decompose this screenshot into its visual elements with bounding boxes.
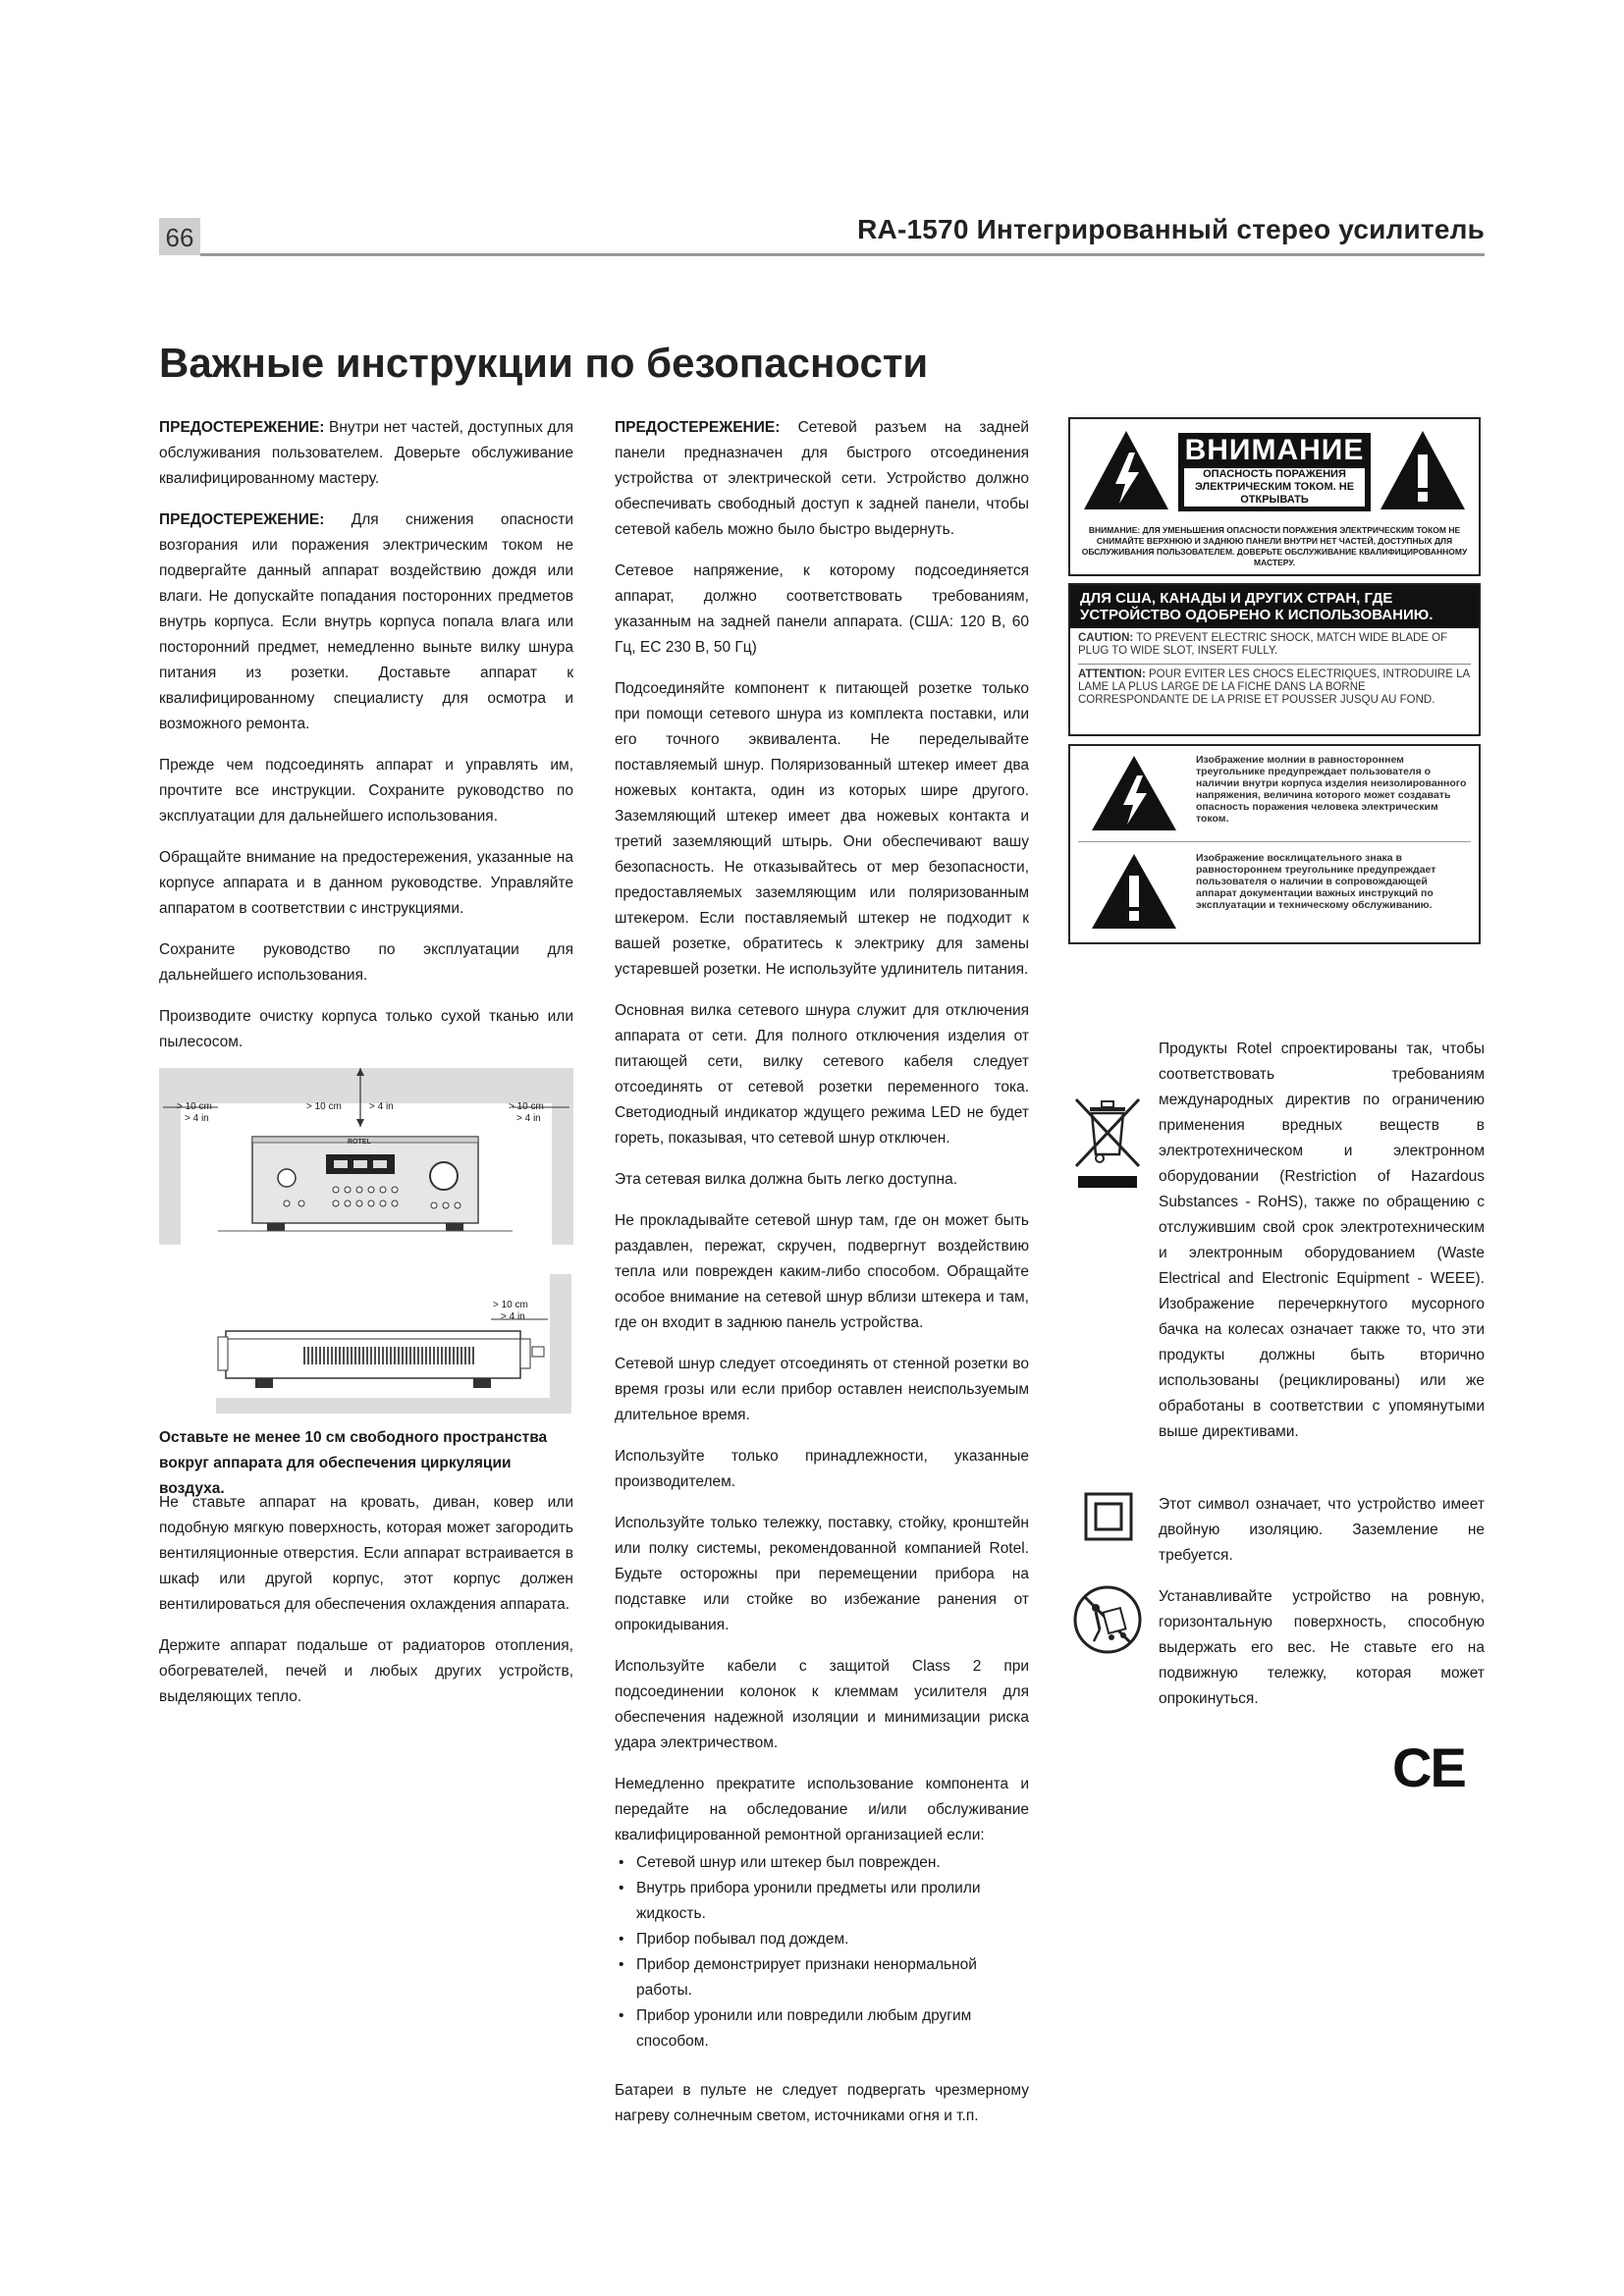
right-clearance <box>509 1101 544 1125</box>
exclamation-warning-icon <box>1090 852 1178 931</box>
header-rule <box>200 253 1485 256</box>
list-item: • Прибор уронили или повредили любым другим способом. <box>615 2003 1029 2055</box>
cart-tipover-warning-icon <box>1072 1584 1143 1655</box>
ce-mark: CE <box>1392 1736 1465 1798</box>
top-clearance-in: > 4 in <box>369 1101 394 1112</box>
caution-en-label: CAUTION: <box>1078 632 1134 644</box>
vnimanie-subtitle: ОПАСНОСТЬ ПОРАЖЕНИЯ ЭЛЕКТРИЧЕСКИМ ТОКОМ. НЕ ОТКРЫВАТЬ <box>1184 468 1365 507</box>
paragraph: Сетевой шнур следует отсоединять от стенной розетки во время грозы или если прибор оставлен неиспользуемым длительное время. <box>615 1356 1029 1423</box>
paragraph: Прежде чем подсоединять аппарат и управлять им, прочтите все инструкции. Сохраните руководство по эксплуатации для дальнейшего использования. <box>159 757 573 825</box>
exclamation-legend-row <box>1070 844 1479 938</box>
side-clearance <box>493 1300 528 1323</box>
caution-en-text: TO PREVENT ELECTRIC SHOCK, MATCH WIDE BLADE OF PLUG TO WIDE SLOT, INSERT FULLY. <box>1078 632 1448 657</box>
paragraph: Используйте кабели с защитой Class 2 при подсоединении колонок к клеммам усилителя для обеспечения надежной изоляции и минимизации риска удара электричеством. <box>615 1658 1029 1751</box>
clearance-in: > 4 in <box>185 1113 209 1124</box>
cart-warning-text: Устанавливайте устройство на ровную, горизонтальную поверхность, способную выдержать его вес. Не ставьте его на подвижную тележку, которая может опрокинуться. <box>1159 1588 1485 1707</box>
warning-label-plug <box>1068 583 1481 736</box>
caution-label: ПРЕДОСТЕРЕЖЕНИЕ: <box>159 419 325 436</box>
lightning-warning-icon <box>1090 754 1178 832</box>
paragraph: Производите очистку корпуса только сухой тканью или пылесосом. <box>159 1008 573 1050</box>
exclamation-warning-icon <box>1379 429 1467 511</box>
column-right <box>1159 1037 1485 1459</box>
double-insulation-block <box>1159 1492 1485 1569</box>
paragraph-text: Для снижения опасности возгорания или поражения электрическим током не подвергайте данный аппарат воздействию дождя или влаги. Не допускайте попадания посторонних предметов внутрь корпуса. Если внутрь корпуса попала влага или посторонний предмет, немедленно выньте вилку шнура питания из розетки. Доставьте аппарат к квалифицированному специалисту для осмотра и возможного ремонта. <box>159 511 573 732</box>
paragraph: Эта сетевая вилка должна быть легко доступна. <box>615 1171 957 1188</box>
paragraph <box>615 415 1029 543</box>
top-clearance-cm: > 10 cm <box>306 1101 342 1112</box>
crossed-bin-icon <box>1070 1094 1149 1192</box>
paragraph: Не ставьте аппарат на кровать, диван, ковер или подобную мягкую поверхность, которая может загородить вентиляционные отверстия. Если аппарат встраивается в шкаф или другой корпус, этот корпус должен вентилироваться для обеспечения охлаждения аппарата. <box>159 1494 573 1613</box>
paragraph: Подсоединяйте компонент к питающей розетке только при помощи сетевого шнура из комплекта поставки, или его точного эквивалента. Не переделывайте поставляемый шнур. Поляризованный штекер имеет два ножевых контакта, один из которых шире другого. Заземляющий штекер имеет два ножевых контакта и третий заземляющий штырь. Они обеспечивают вашу безопасность. Не отказывайтесь от мер безопасности, предоставляемых заземляющим или поляризованным штекером. Если поставляемый штекер не подходит к вашей розетке, обратитесь к электрику для замены устаревшей розетки. Не используйте удлинитель питания. <box>615 680 1029 978</box>
paragraph: Не прокладывайте сетевой шнур там, где он может быть раздавлен, пережат, скручен, подвергнут воздействию тепла или поврежден каким-либо способом. Обращайте особое внимание на сетевой шнур вблизи штекера и там, где он входит в заднюю панель устройства. <box>615 1212 1029 1331</box>
paragraph: Используйте только тележку, поставку, стойку, кронштейн или полку системы, рекомендованной компанией Rotel. Будьте осторожны при перемещении прибора на подставке или стойке во избежание ранения от опрокидывания. <box>615 1515 1029 1633</box>
lightning-warning-icon <box>1082 429 1170 511</box>
lightning-legend-text: Изображение молнии в равностороннем треугольнике предупреждает пользователя о наличии внутри корпуса изделия неизолированного напряжения, величина которого может создавать опасность поражения человека электрическим током. <box>1196 754 1467 825</box>
page-number: 66 <box>159 218 200 255</box>
amplifier-front-illustration <box>159 1068 573 1245</box>
attention-fr-text: POUR EVITER LES CHOCS ELECTRIQUES, INTRODUIRE LA LAME LA PLUS LARGE DE LA FICHE DANS LA BORNE CORRESPONDANTE DE LA PRISE ET POUSSER JUSQU AU FOND. <box>1078 668 1470 706</box>
double-insulation-icon <box>1084 1492 1133 1541</box>
paragraph: Основная вилка сетевого шнура служит для отключения аппарата от сети. Для полного отключения изделия от питающей сети, вилку сетевого кабеля следует отсоединять от сетевой розетки переменного тока. Светодиодный индикатор ждущего режима LED не будет гореть, показывая, что сетевой шнур отключен. <box>615 1002 1029 1147</box>
caution-label: ПРЕДОСТЕРЕЖЕНИЕ: <box>615 419 781 436</box>
paragraph: Батареи в пульте не следует подвергать чрезмерному нагреву солнечным светом, источниками огня и т.п. <box>615 2082 1029 2124</box>
list-item: • Прибор демонстрирует признаки ненормальной работы. <box>615 1952 1029 2003</box>
divider <box>1078 841 1471 842</box>
vnimanie-title: ВНИМАНИЕ <box>1184 434 1365 466</box>
vnimanie-small-print: ВНИМАНИЕ: ДЛЯ УМЕНЬШЕНИЯ ОПАСНОСТИ ПОРАЖЕНИЯ ЭЛЕКТРИЧЕСКИМ ТОКОМ НЕ СНИМАЙТЕ ВЕРХНЮЮ И ЗАДНЮЮ ПАНЕЛИ ВНУТРИ НЕТ ЧАСТЕЙ, ДОСТУПНЫХ ДЛЯ ОБСЛУЖИВАНИЯ ПОЛЬЗОВАТЕЛЕМ. ДОВЕРЬТЕ ОБСЛУЖИВАНИЕ КВАЛИФИЦИРОВАННОМУ МАСТЕРУ. <box>1081 525 1468 567</box>
column-middle <box>615 415 1029 2145</box>
brand-logo: ROTEL <box>348 1139 371 1146</box>
list-item: • Внутрь прибора уронили предметы или пролили жидкость. <box>615 1876 1029 1927</box>
paragraph: Немедленно прекратите использование компонента и передайте на обследование и/или обслуживание квалифицированной ремонтной организацией если: <box>615 1776 1029 1843</box>
weee-paragraph: Продукты Rotel спроектированы так, чтобы соответствовать требованиям международных директив по ограничению применения вредных веществ в электротехническом и электронном оборудовании (Restriction of Hazardous Substances - RoHS), также по обращению с отслужившим свой срок электротехническим и электронным оборудованием (Waste Electrical and Electronic Equipment - WEEE). Изображение перечеркнутого мусорного бачка на колесах означает также то, что эти продукты должны быть вторично использованы (рециклированы) или же обработаны в соответствии с упомянутыми выше директивами. <box>1159 1041 1485 1440</box>
paragraph-text: Внутри нет частей, доступных для обслуживания пользователем. Доверьте обслуживание квалифицированному мастеру. <box>159 419 573 487</box>
page-title: Важные инструкции по безопасности <box>159 340 929 386</box>
ventilation-diagram-side <box>216 1274 571 1414</box>
diagram-caption: Оставьте не менее 10 см свободного пространства вокруг аппарата для обеспечения циркуляции воздуха. <box>159 1429 548 1497</box>
warning-symbols-legend <box>1068 744 1481 944</box>
bullet-list <box>615 1850 1029 2055</box>
attention-text <box>1070 665 1479 707</box>
caution-label: ПРЕДОСТЕРЕЖЕНИЕ: <box>159 511 325 528</box>
exclamation-legend-text: Изображение восклицательного знака в равностороннем треугольнике предупреждает пользователя о наличии в сопровождающей аппарат документации важных инструкций по эксплуатации и техническому обслуживанию. <box>1196 852 1436 911</box>
list-item: • Сетевой шнур или штекер был поврежден. <box>615 1850 1029 1876</box>
warning-label-vnimanie <box>1068 417 1481 576</box>
paragraph: Используйте только принадлежности, указанные производителем. <box>615 1448 1029 1490</box>
amplifier-side-illustration <box>216 1274 571 1414</box>
clearance-cm: > 10 cm <box>493 1300 528 1310</box>
cart-warning-block <box>1159 1584 1485 1712</box>
vnimanie-box <box>1178 433 1371 511</box>
clearance-cm: > 10 cm <box>509 1101 544 1112</box>
paragraph: Держите аппарат подальше от радиаторов отопления, обогревателей, печей и любых других устройств, выделяющих тепло. <box>159 1637 573 1705</box>
paragraph <box>159 507 573 737</box>
caution-text <box>1070 628 1479 658</box>
paragraph: Сохраните руководство по эксплуатации для дальнейшего использования. <box>159 941 573 984</box>
column-left-continued <box>159 1490 573 1726</box>
usa-canada-header: ДЛЯ США, КАНАДЫ И ДРУГИХ СТРАН, ГДЕ УСТРОЙСТВО ОДОБРЕНО К ИСПОЛЬЗОВАНИЮ. <box>1070 585 1479 628</box>
column-left <box>159 415 573 1112</box>
attention-fr-label: ATTENTION: <box>1078 668 1146 680</box>
paragraph: Сетевое напряжение, к которому подсоединяется аппарат, должно соответствовать требованиям, указанным на задней панели аппарата. (США: 120 В, 60 Гц, ЕС 230 В, 50 Гц) <box>615 562 1029 656</box>
list-item: • Прибор побывал под дождем. <box>615 1927 1029 1952</box>
ventilation-diagram-front <box>159 1068 573 1245</box>
clearance-in: > 4 in <box>501 1311 525 1322</box>
paragraph <box>159 415 573 492</box>
lightning-legend-row <box>1070 746 1479 840</box>
paragraph: Обращайте внимание на предостережения, указанные на корпусе аппарата и в данном руководстве. Управляйте аппаратом в соответствии с инструкциями. <box>159 849 573 917</box>
clearance-cm: > 10 cm <box>177 1101 212 1112</box>
clearance-in: > 4 in <box>516 1113 541 1124</box>
paragraph-text: Сетевой разъем на задней панели предназначен для быстрого отсоединения устройства от электрической сети. Устройство должно обеспечивать свободный доступ к задней панели, чтобы сетевой кабель можно было быстро выдернуть. <box>615 419 1029 538</box>
header-title: RA-1570 Интегрированный стерео усилитель <box>857 214 1485 244</box>
left-clearance <box>177 1101 212 1125</box>
double-insulation-text: Этот символ означает, что устройство имеет двойную изоляцию. Заземление не требуется. <box>1159 1496 1485 1564</box>
